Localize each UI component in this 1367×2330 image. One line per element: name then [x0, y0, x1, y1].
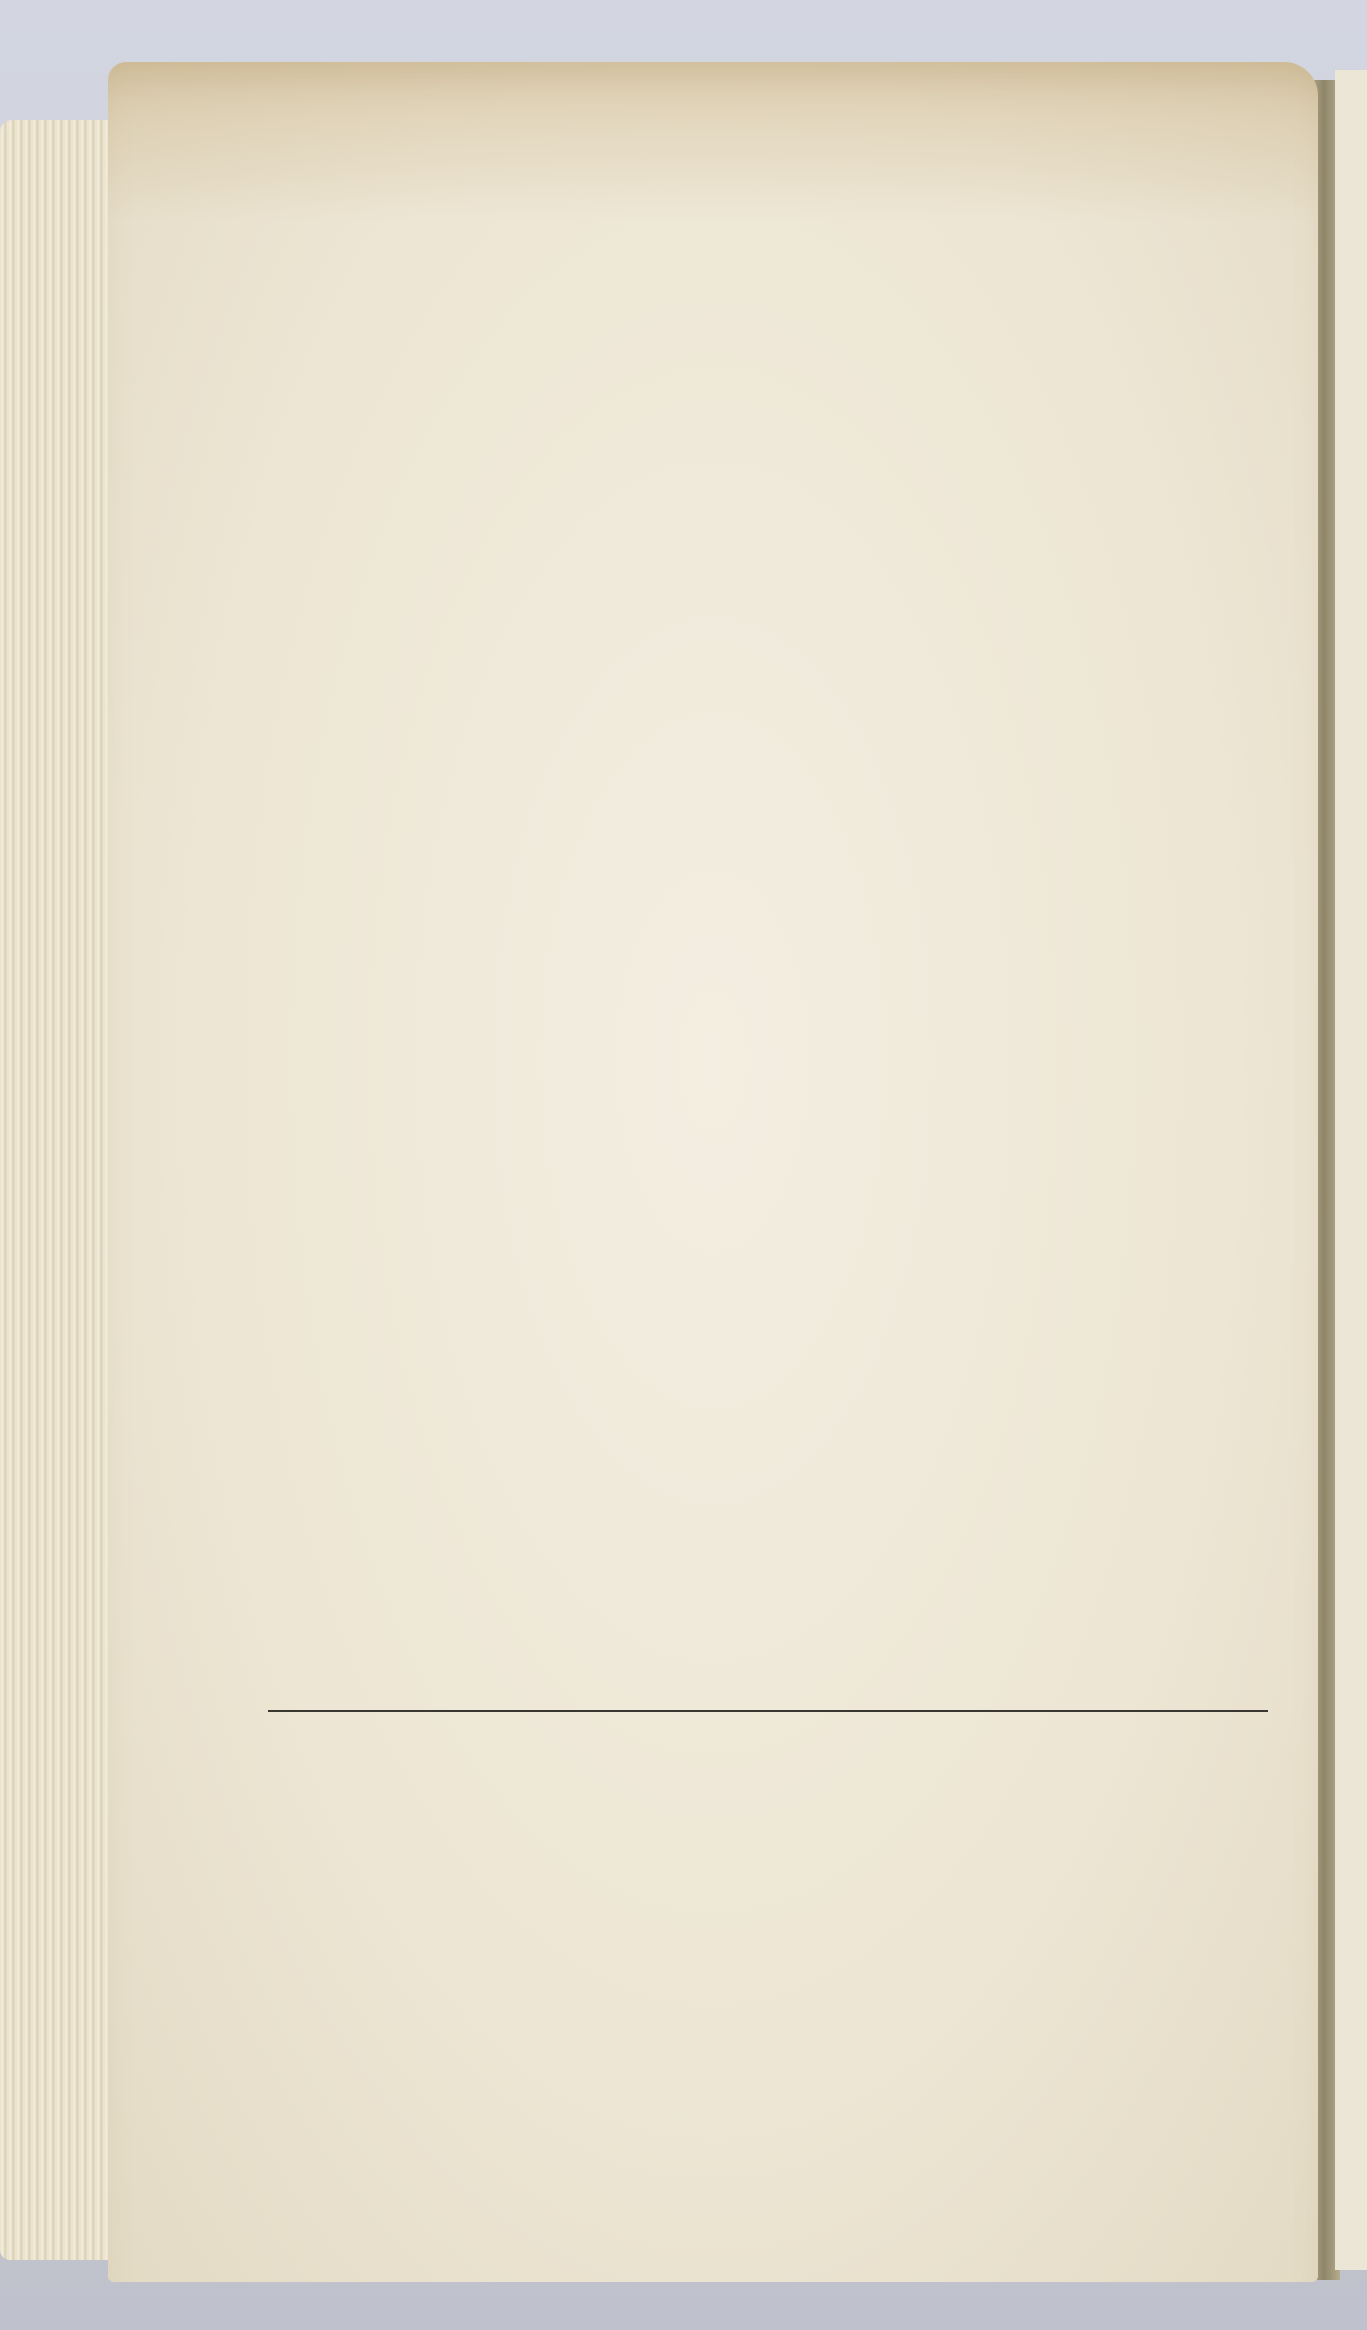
page-content	[108, 62, 1318, 2282]
facing-page-margin-numbers	[1330, 0, 1367, 2330]
footnote-rule	[268, 1710, 1268, 1712]
book-page	[108, 62, 1318, 2282]
